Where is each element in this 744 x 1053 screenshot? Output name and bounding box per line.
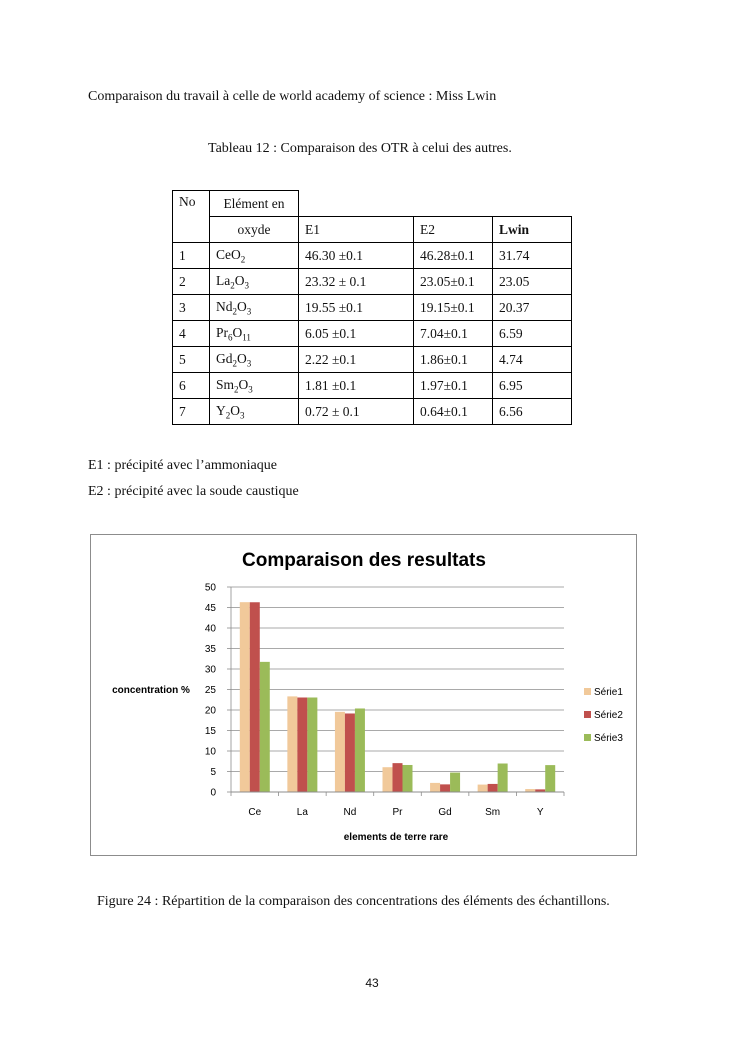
header-e1: E1 xyxy=(299,217,414,243)
cell-e2: 23.05±0.1 xyxy=(414,269,493,295)
bar-série3-la xyxy=(307,697,317,792)
header-no: No xyxy=(173,191,210,243)
formula-symbol: Ce xyxy=(216,246,231,262)
bar-série2-gd xyxy=(440,784,450,792)
legend-swatch xyxy=(584,711,591,718)
note-e2: E2 : précipité avec la soude caustique xyxy=(88,484,299,499)
legend-swatch xyxy=(584,734,591,741)
cell-oxide xyxy=(210,321,299,347)
intro-paragraph: Comparaison du travail à celle de world academy of science : Miss Lwin xyxy=(88,89,497,104)
bar-série1-nd xyxy=(335,712,345,792)
bar-série2-pr xyxy=(393,763,403,792)
formula-subscript: 2 xyxy=(240,254,246,265)
cell-lwin: 6.56 xyxy=(493,399,572,425)
y-tick-label: 35 xyxy=(204,644,216,655)
x-tick-label: Pr xyxy=(392,807,403,818)
cell-oxide xyxy=(210,269,299,295)
cell-lwin: 23.05 xyxy=(493,269,572,295)
formula-subscript: 2 xyxy=(234,384,239,395)
bar-série1-gd xyxy=(430,783,440,792)
formula-subscript: 3 xyxy=(246,358,252,369)
formula-symbol: Pr xyxy=(216,324,229,340)
y-tick-label: 45 xyxy=(204,603,216,614)
cell-oxide xyxy=(210,243,299,269)
bar-série2-sm xyxy=(488,784,498,792)
x-tick-label: Y xyxy=(536,807,544,818)
header-element-line1: Elément en xyxy=(210,191,299,217)
bar-série1-pr xyxy=(383,767,393,792)
y-axis-label: concentration % xyxy=(112,685,190,696)
bar-série3-ce xyxy=(260,662,270,792)
figure-caption: Figure 24 : Répartition de la comparaison des concentrations des éléments des échantillons. xyxy=(97,894,610,909)
table-row xyxy=(173,295,572,321)
formula-subscript: 2 xyxy=(232,358,237,369)
formula-symbol: Sm xyxy=(216,376,235,392)
cell-e2: 46.28±0.1 xyxy=(414,243,493,269)
header-e2: E2 xyxy=(414,217,493,243)
legend-swatch xyxy=(584,688,591,695)
bar-série3-y xyxy=(545,765,555,792)
formula-subscript: 11 xyxy=(242,332,251,343)
cell-lwin: 6.95 xyxy=(493,373,572,399)
cell-no: 4 xyxy=(173,321,210,347)
cell-no: 6 xyxy=(173,373,210,399)
cell-oxide xyxy=(210,373,299,399)
table-header-row-2 xyxy=(173,217,572,243)
cell-lwin: 4.74 xyxy=(493,347,572,373)
x-tick-label: Nd xyxy=(343,807,357,818)
table-caption: Tableau 12 : Comparaison des OTR à celui des autres. xyxy=(208,141,512,156)
y-tick-label: 30 xyxy=(204,664,216,676)
chart-title: Comparaison des resultats xyxy=(242,550,486,571)
header-element-line2: oxyde xyxy=(210,217,299,243)
legend-label: Série1 xyxy=(594,687,623,698)
formula-subscript: 3 xyxy=(244,280,249,291)
formula-subscript: 6 xyxy=(228,332,233,343)
bar-série3-pr xyxy=(403,765,413,792)
comparison-table xyxy=(172,190,572,425)
cell-e2: 1.97±0.1 xyxy=(414,373,493,399)
table-row xyxy=(173,373,572,399)
cell-oxide xyxy=(210,295,299,321)
cell-e1: 23.32 ± 0.1 xyxy=(299,269,414,295)
bar-série3-nd xyxy=(355,708,365,792)
bar-chart xyxy=(91,535,638,857)
bar-série1-ce xyxy=(240,602,250,792)
formula-subscript: 2 xyxy=(232,306,237,317)
formula-symbol: O xyxy=(230,402,240,418)
formula-subscript: 3 xyxy=(248,384,253,395)
legend-label: Série3 xyxy=(594,733,623,744)
cell-no: 5 xyxy=(173,347,210,373)
bar-série1-la xyxy=(287,696,297,792)
y-tick-label: 10 xyxy=(204,746,216,758)
cell-oxide xyxy=(210,399,299,425)
page-number: 43 xyxy=(365,976,379,990)
formula-symbol: O xyxy=(232,324,243,340)
cell-no: 2 xyxy=(173,269,210,295)
formula-symbol: Gd xyxy=(216,350,233,366)
table-row xyxy=(173,399,572,425)
cell-e1: 46.30 ±0.1 xyxy=(299,243,414,269)
cell-e2: 19.15±0.1 xyxy=(414,295,493,321)
cell-e1: 1.81 ±0.1 xyxy=(299,373,414,399)
cell-lwin: 31.74 xyxy=(493,243,572,269)
table-row xyxy=(173,347,572,373)
y-tick-label: 5 xyxy=(210,767,216,778)
cell-e1: 2.22 ±0.1 xyxy=(299,347,414,373)
table-row xyxy=(173,269,572,295)
y-tick-label: 50 xyxy=(204,582,216,594)
formula-symbol: O xyxy=(238,376,249,392)
cell-no: 7 xyxy=(173,399,210,425)
cell-no: 3 xyxy=(173,295,210,321)
bar-série3-sm xyxy=(498,764,508,792)
formula-symbol: O xyxy=(237,350,247,366)
cell-lwin: 6.59 xyxy=(493,321,572,347)
bar-série1-sm xyxy=(478,785,488,792)
x-tick-label: La xyxy=(296,807,308,818)
x-axis-label: elements de terre rare xyxy=(343,832,449,843)
x-tick-label: Sm xyxy=(485,807,501,818)
y-tick-label: 0 xyxy=(210,787,216,799)
cell-lwin: 20.37 xyxy=(493,295,572,321)
formula-subscript: 3 xyxy=(240,410,245,421)
legend-label: Série2 xyxy=(594,710,623,721)
bar-série3-gd xyxy=(450,773,460,792)
cell-e2: 0.64±0.1 xyxy=(414,399,493,425)
y-tick-label: 15 xyxy=(204,726,216,737)
formula-subscript: 3 xyxy=(246,306,252,317)
cell-e2: 7.04±0.1 xyxy=(414,321,493,347)
cell-e2: 1.86±0.1 xyxy=(414,347,493,373)
table-row xyxy=(173,321,572,347)
formula-subscript: 2 xyxy=(225,410,231,421)
formula-symbol: La xyxy=(216,272,231,288)
cell-e1: 19.55 ±0.1 xyxy=(299,295,414,321)
cell-e1: 6.05 ±0.1 xyxy=(299,321,414,347)
cell-e1: 0.72 ± 0.1 xyxy=(299,399,414,425)
cell-oxide xyxy=(210,347,299,373)
formula-subscript: 2 xyxy=(230,280,235,291)
bar-série2-ce xyxy=(250,602,260,792)
bar-série2-la xyxy=(297,697,307,792)
bar-série2-nd xyxy=(345,713,355,792)
chart-frame xyxy=(90,534,637,856)
x-tick-label: Ce xyxy=(248,807,262,818)
y-tick-label: 40 xyxy=(204,623,216,635)
formula-symbol: O xyxy=(231,246,241,262)
y-tick-label: 25 xyxy=(204,685,216,696)
header-lwin: Lwin xyxy=(493,217,572,243)
table-header-row-1 xyxy=(173,191,572,217)
formula-symbol: O xyxy=(234,272,245,288)
formula-symbol: O xyxy=(237,298,247,314)
formula-symbol: Y xyxy=(216,402,226,418)
x-tick-label: Gd xyxy=(438,807,452,818)
cell-no: 1 xyxy=(173,243,210,269)
formula-symbol: Nd xyxy=(216,298,233,314)
y-tick-label: 20 xyxy=(204,705,216,717)
table-row xyxy=(173,243,572,269)
note-e1: E1 : précipité avec l’ammoniaque xyxy=(88,458,277,473)
